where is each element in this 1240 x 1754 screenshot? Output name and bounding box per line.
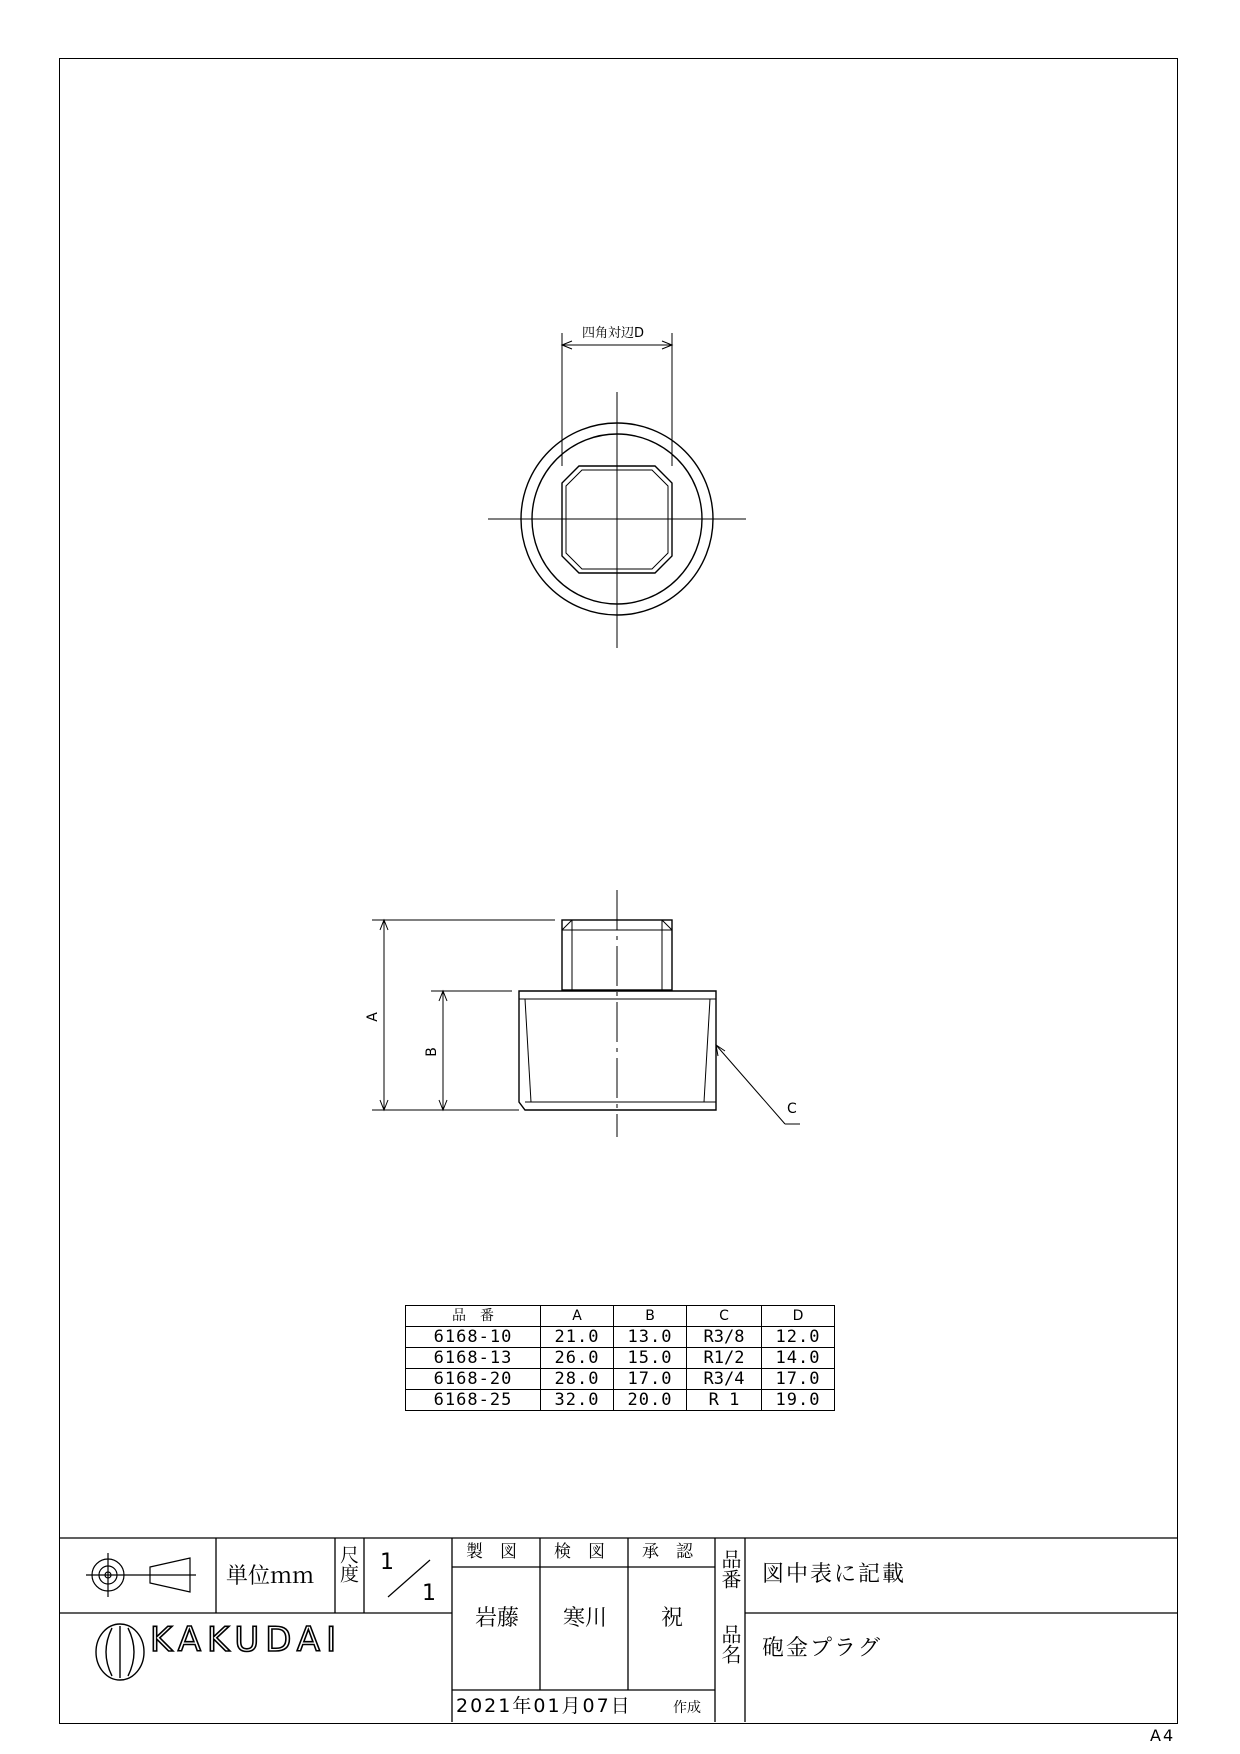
header-a: A [541, 1306, 614, 1327]
created-label: 作成 [673, 1700, 701, 1716]
dim-a-label: A [364, 1012, 381, 1022]
cell-b: 13.0 [614, 1327, 687, 1348]
scale-label: 尺度 [337, 1545, 359, 1583]
part-name-label: 品名 [718, 1624, 742, 1664]
checked-by-header: 検 図 [554, 1542, 605, 1562]
cell-part-no: 6168-20 [406, 1369, 541, 1390]
cell-a: 28.0 [541, 1369, 614, 1390]
cell-part-no: 6168-10 [406, 1327, 541, 1348]
dim-b-label: B [423, 1047, 440, 1057]
created-date: 2021年01月07日 [456, 1695, 632, 1717]
cell-d: 12.0 [762, 1327, 835, 1348]
cell-part-no: 6168-13 [406, 1348, 541, 1369]
cell-d: 19.0 [762, 1390, 835, 1411]
header-b: B [614, 1306, 687, 1327]
dim-c-label: C [787, 1101, 797, 1117]
cell-d: 17.0 [762, 1369, 835, 1390]
cell-d: 14.0 [762, 1348, 835, 1369]
drawing-frame [59, 58, 1178, 1724]
checked-by-name: 寒川 [563, 1606, 608, 1631]
unit-label: 単位ｍｍ [226, 1564, 315, 1589]
paper-size: A4 [1150, 1726, 1176, 1745]
cell-c: R1/2 [687, 1348, 762, 1369]
cell-a: 32.0 [541, 1390, 614, 1411]
cell-c: R3/4 [687, 1369, 762, 1390]
drawn-by-header: 製 図 [466, 1542, 517, 1562]
header-c: C [687, 1306, 762, 1327]
part-number-value: 図中表に記載 [762, 1562, 907, 1587]
cell-b: 17.0 [614, 1369, 687, 1390]
approved-by-header: 承 認 [642, 1542, 693, 1562]
square-width-label: 四角対辺D [582, 326, 645, 341]
cell-b: 20.0 [614, 1390, 687, 1411]
cell-b: 15.0 [614, 1348, 687, 1369]
part-name-value: 砲金プラグ [762, 1636, 883, 1661]
cell-part-no: 6168-25 [406, 1390, 541, 1411]
cell-c: R 1 [687, 1390, 762, 1411]
scale-denominator: 1 [422, 1581, 436, 1606]
approved-by-name: 祝 [661, 1606, 684, 1631]
drawn-by-name: 岩藤 [475, 1606, 520, 1631]
header-part-no: 品 番 [406, 1306, 541, 1327]
scale-numerator: 1 [380, 1550, 394, 1575]
part-number-label: 品番 [718, 1549, 742, 1589]
cell-c: R3/8 [687, 1327, 762, 1348]
header-d: D [762, 1306, 835, 1327]
cell-a: 21.0 [541, 1327, 614, 1348]
cell-a: 26.0 [541, 1348, 614, 1369]
company-name: KAKUDAI [150, 1620, 343, 1660]
